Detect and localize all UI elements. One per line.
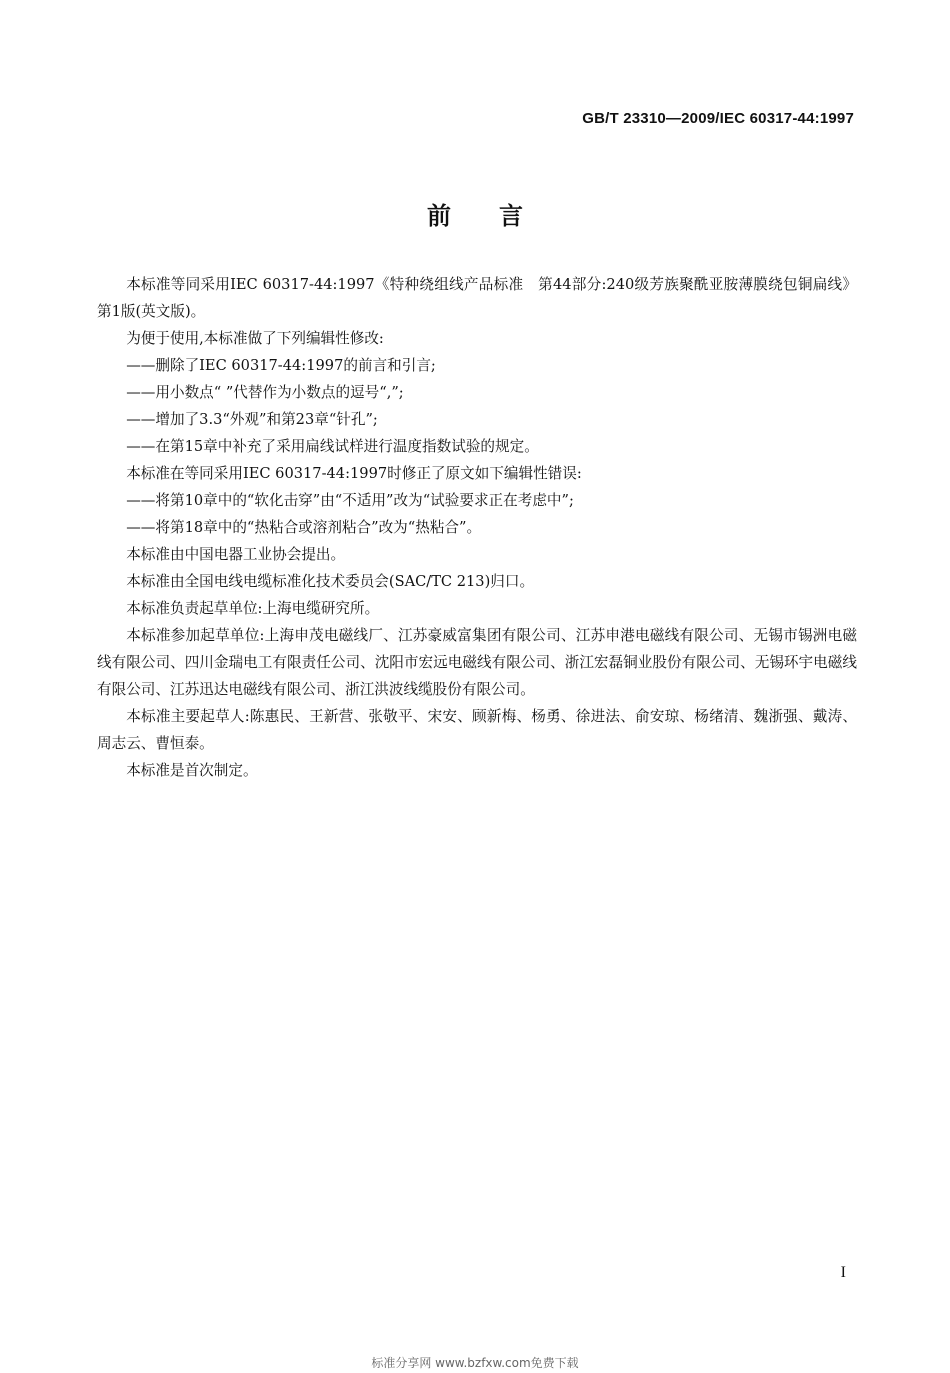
paragraph-edits-intro: 为便于使用,本标准做了下列编辑性修改: (126, 330, 384, 347)
paragraph-drafting-unit: 本标准负责起草单位:上海电缆研究所。 (126, 600, 380, 617)
document-code: GB/T 23310—2009/IEC 60317-44:1997 (582, 110, 854, 127)
paragraph-participating-units: 本标准参加起草单位:上海申茂电磁线厂、江苏豪威富集团有限公司、江苏申港电磁线有限公司、无锡市锡洲电磁线有限公司、四川金瑞电工有限责任公司、沈阳市宏远电磁线有限公司、浙江宏磊铜业股份有限公司、无锡环宇电磁线有限公司、江苏迅达电磁线有限公司、浙江洪波线缆股份有限公司。 (97, 627, 857, 698)
list-item-correction-1: ——将第10章中的“软化击穿”由“不适用”改为“试验要求正在考虑中”; (126, 492, 574, 509)
list-item-edit-1: ——删除了IEC 60317-44:1997的前言和引言; (126, 357, 436, 374)
paragraph-drafters: 本标准主要起草人:陈惠民、王新营、张敬平、宋安、顾新梅、杨勇、徐进法、俞安琼、杨绪清、魏浙强、戴涛、周志云、曹恒泰。 (97, 708, 857, 752)
paragraph-corrections-intro: 本标准在等同采用IEC 60317-44:1997时修正了原文如下编辑性错误: (126, 465, 582, 482)
document-body (97, 271, 857, 784)
paragraph-first-edition: 本标准是首次制定。 (126, 762, 258, 779)
paragraph-committee: 本标准由全国电线电缆标准化技术委员会(SAC/TC 213)归口。 (126, 573, 535, 590)
page-title: 前言 (427, 202, 571, 230)
list-item-correction-2: ——将第18章中的“热粘合或溶剂粘合”改为“热粘合”。 (126, 519, 482, 536)
list-item-edit-3: ——增加了3.3“外观”和第23章“针孔”; (126, 411, 378, 428)
footer-watermark: 标准分享网 www.bzfxw.com免费下载 (371, 1356, 579, 1370)
list-item-edit-4: ——在第15章中补充了采用扁线试样进行温度指数试验的规定。 (126, 438, 539, 455)
page-number: I (840, 1264, 846, 1281)
paragraph-proposer: 本标准由中国电器工业协会提出。 (126, 546, 346, 563)
paragraph-adoption: 本标准等同采用IEC 60317-44:1997《特种绕组线产品标准 第44部分:240级芳族聚酰亚胺薄膜绕包铜扁线》第1版(英文版)。 (97, 276, 857, 320)
list-item-edit-2: ——用小数点“ ”代替作为小数点的逗号“,”; (126, 384, 404, 401)
